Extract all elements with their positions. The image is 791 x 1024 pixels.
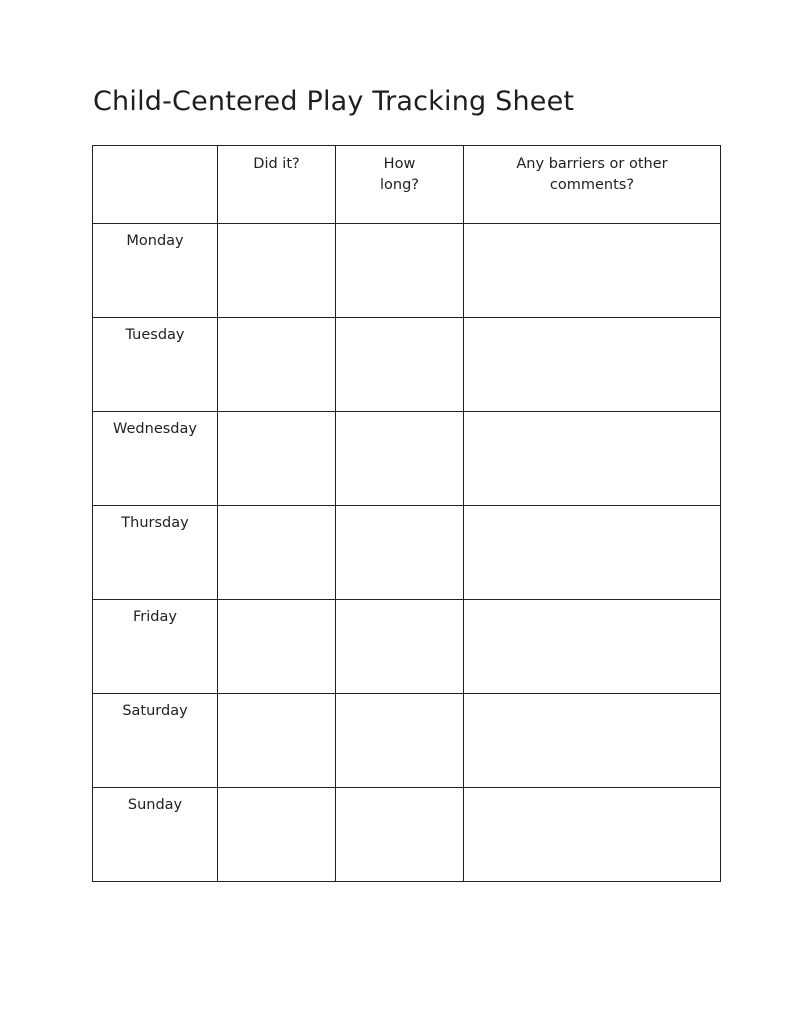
how-long-cell[interactable] bbox=[336, 694, 464, 788]
comments-cell[interactable] bbox=[464, 694, 721, 788]
table-row bbox=[93, 224, 721, 318]
day-label: Sunday bbox=[93, 788, 218, 882]
did-it-cell[interactable] bbox=[218, 694, 336, 788]
how-long-cell[interactable] bbox=[336, 600, 464, 694]
how-long-cell[interactable] bbox=[336, 224, 464, 318]
comments-cell[interactable] bbox=[464, 224, 721, 318]
how-long-cell[interactable] bbox=[336, 506, 464, 600]
did-it-cell[interactable] bbox=[218, 224, 336, 318]
did-it-cell[interactable] bbox=[218, 412, 336, 506]
page-title: Child-Centered Play Tracking Sheet bbox=[93, 86, 575, 117]
day-label: Wednesday bbox=[93, 412, 218, 506]
table-row bbox=[93, 694, 721, 788]
comments-cell[interactable] bbox=[464, 412, 721, 506]
header-day bbox=[93, 146, 218, 224]
table-row bbox=[93, 318, 721, 412]
did-it-cell[interactable] bbox=[218, 318, 336, 412]
day-label: Monday bbox=[93, 224, 218, 318]
how-long-cell[interactable] bbox=[336, 788, 464, 882]
comments-cell[interactable] bbox=[464, 506, 721, 600]
day-label: Tuesday bbox=[93, 318, 218, 412]
table-row bbox=[93, 506, 721, 600]
did-it-cell[interactable] bbox=[218, 506, 336, 600]
header-comments: Any barriers or other comments? bbox=[464, 146, 721, 224]
header-row bbox=[93, 146, 721, 224]
tracking-table bbox=[92, 145, 721, 882]
header-did-it: Did it? bbox=[218, 146, 336, 224]
day-label: Friday bbox=[93, 600, 218, 694]
how-long-cell[interactable] bbox=[336, 412, 464, 506]
day-label: Saturday bbox=[93, 694, 218, 788]
comments-cell[interactable] bbox=[464, 788, 721, 882]
table-row bbox=[93, 788, 721, 882]
how-long-cell[interactable] bbox=[336, 318, 464, 412]
table-row bbox=[93, 412, 721, 506]
day-label: Thursday bbox=[93, 506, 218, 600]
did-it-cell[interactable] bbox=[218, 600, 336, 694]
table-row bbox=[93, 600, 721, 694]
did-it-cell[interactable] bbox=[218, 788, 336, 882]
header-how-long: How long? bbox=[336, 146, 464, 224]
comments-cell[interactable] bbox=[464, 318, 721, 412]
comments-cell[interactable] bbox=[464, 600, 721, 694]
